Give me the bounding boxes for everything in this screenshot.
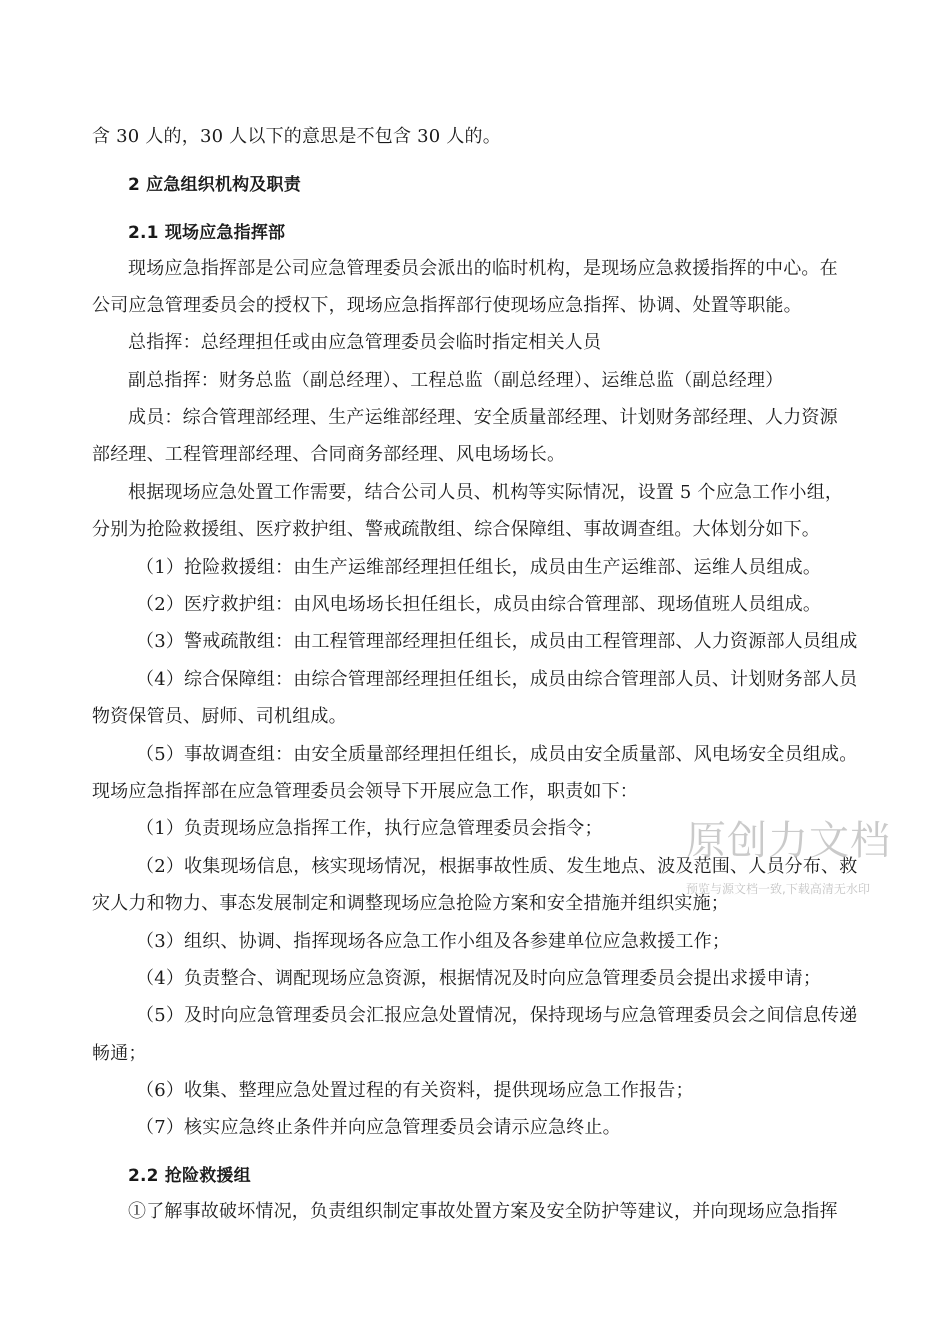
- paragraph-line: 副总指挥：财务总监（副总经理）、工程总监（副总经理）、运维总监（副总经理）: [128, 370, 784, 391]
- paragraph-line: 公司应急管理委员会的授权下，现场应急指挥部行使现场应急指挥、协调、处置等职能。: [92, 295, 802, 316]
- list-item: （3）组织、协调、指挥现场各应急工作小组及各参建单位应急救援工作；: [136, 931, 731, 952]
- list-item: （4）负责整合、调配现场应急资源，根据情况及时向应急管理委员会提出求援申请；: [136, 968, 822, 989]
- paragraph-line: 成员：综合管理部经理、生产运维部经理、安全质量部经理、计划财务部经理、人力资源: [128, 407, 838, 428]
- paragraph-continuation: 含 30 人的，30 人以下的意思是不包含 30 人的。: [92, 126, 501, 147]
- list-item: （2）收集现场信息，核实现场情况，根据事故性质、发生地点、波及范围、人员分布、救: [136, 856, 858, 877]
- list-item-continuation: 物资保管员、厨师、司机组成。: [92, 706, 347, 727]
- list-item-continuation: 畅通；: [92, 1043, 147, 1064]
- list-item: （7）核实应急终止条件并向应急管理委员会请示应急终止。: [136, 1117, 621, 1138]
- paragraph-line: 现场应急指挥部是公司应急管理委员会派出的临时机构，是现场应急救援指挥的中心。在: [128, 258, 838, 279]
- subsection-heading: 2.2 抢险救援组: [128, 1166, 251, 1186]
- paragraph-line: 现场应急指挥部在应急管理委员会领导下开展应急工作，职责如下：: [92, 781, 638, 802]
- list-item: （6）收集、整理应急处置过程的有关资料，提供现场应急工作报告；: [136, 1080, 694, 1101]
- list-item: （3）警戒疏散组：由工程管理部经理担任组长，成员由工程管理部、人力资源部人员组成: [136, 631, 858, 652]
- list-item: （1）负责现场应急指挥工作，执行应急管理委员会指令；: [136, 818, 603, 839]
- paragraph-line: 分别为抢险救援组、医疗救护组、警戒疏散组、综合保障组、事故调查组。大体划分如下。: [92, 519, 820, 540]
- watermark-note: 预览与源文档一致,下载高清无水印: [686, 882, 870, 896]
- paragraph-line: ①了解事故破坏情况，负责组织制定事故处置方案及安全防护等建议，并向现场应急指挥: [128, 1201, 838, 1222]
- watermark-brand: 原创力文档: [686, 818, 891, 864]
- paragraph-line: 部经理、工程管理部经理、合同商务部经理、风电场场长。: [92, 444, 566, 465]
- list-item: （1）抢险救援组：由生产运维部经理担任组长，成员由生产运维部、运维人员组成。: [136, 557, 822, 578]
- list-item: （2）医疗救护组：由风电场场长担任组长，成员由综合管理部、现场值班人员组成。: [136, 594, 822, 615]
- list-item: （4）综合保障组：由综合管理部经理担任组长，成员由综合管理部人员、计划财务部人员: [136, 669, 858, 690]
- list-item-continuation: 灾人力和物力、事态发展制定和调整现场应急抢险方案和安全措施并组织实施；: [92, 893, 729, 914]
- paragraph-line: 根据现场应急处置工作需要，结合公司人员、机构等实际情况，设置 5 个应急工作小组，: [128, 482, 844, 503]
- paragraph-line: 总指挥：总经理担任或由应急管理委员会临时指定相关人员: [128, 332, 602, 353]
- list-item: （5）及时向应急管理委员会汇报应急处置情况，保持现场与应急管理委员会之间信息传递: [136, 1005, 858, 1026]
- list-item: （5）事故调查组：由安全质量部经理担任组长，成员由安全质量部、风电场安全员组成。: [136, 744, 858, 765]
- subsection-heading: 2.1 现场应急指挥部: [128, 223, 286, 243]
- section-heading: 2 应急组织机构及职责: [128, 175, 301, 195]
